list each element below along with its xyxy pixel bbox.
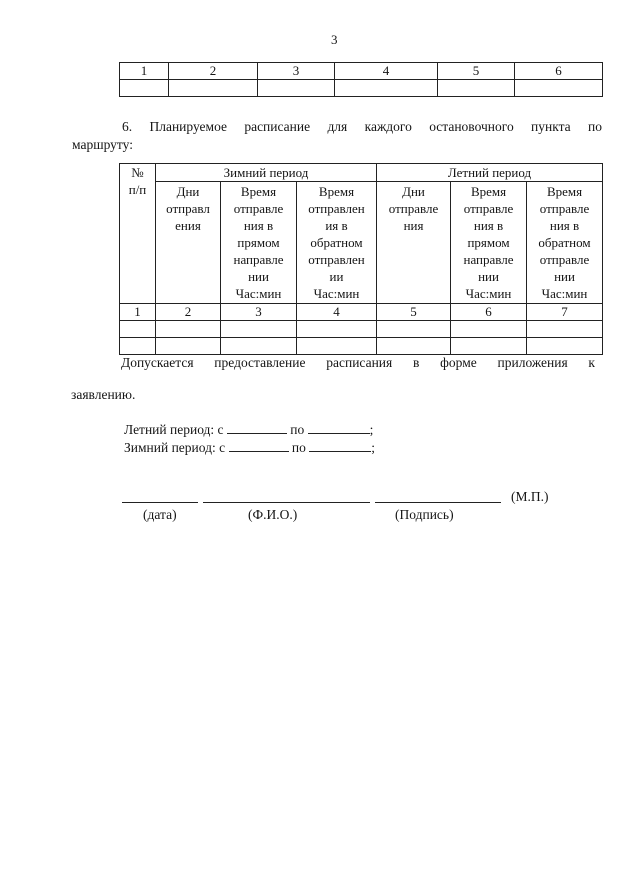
table-cell bbox=[221, 321, 297, 338]
column-number-cell: 6 bbox=[451, 304, 527, 321]
note-line2: заявлению. bbox=[71, 387, 136, 402]
summer-days-header bbox=[377, 182, 451, 304]
table-cell bbox=[221, 338, 297, 355]
top-table-header-cell: 5 bbox=[438, 63, 515, 80]
to-word: по bbox=[290, 422, 305, 437]
column-number-cell: 3 bbox=[221, 304, 297, 321]
winter-return-time-header bbox=[297, 182, 377, 304]
header-text-line: Час:мин bbox=[313, 286, 360, 301]
fio-signature-line bbox=[203, 502, 370, 503]
schedule-number-header bbox=[120, 164, 156, 304]
summer-period-header: Летний период bbox=[377, 164, 603, 182]
page-number: 3 bbox=[331, 32, 338, 47]
table-cell bbox=[156, 338, 221, 355]
table-cell bbox=[515, 80, 603, 97]
end-mark: ; bbox=[371, 440, 375, 455]
table-cell bbox=[451, 338, 527, 355]
table-cell bbox=[297, 321, 377, 338]
header-text-line: Время bbox=[240, 184, 277, 199]
column-number-cell: 2 bbox=[156, 304, 221, 321]
top-table-header-cell: 4 bbox=[335, 63, 438, 80]
summer-from-blank bbox=[227, 421, 287, 434]
header-text-line: отправлен bbox=[308, 201, 365, 216]
table-cell bbox=[377, 338, 451, 355]
schedule-empty-row bbox=[120, 338, 603, 355]
header-text-line: Время bbox=[318, 184, 355, 199]
summer-period-label: Летний период: с bbox=[124, 422, 224, 437]
header-text-line: направле bbox=[463, 252, 514, 267]
winter-forward-time-header bbox=[221, 182, 297, 304]
table-cell bbox=[120, 321, 156, 338]
table-cell bbox=[297, 338, 377, 355]
header-text-line: отправле bbox=[539, 252, 590, 267]
table-cell bbox=[451, 321, 527, 338]
table-cell bbox=[527, 321, 603, 338]
stamp-label: (М.П.) bbox=[511, 489, 549, 504]
header-text-line: ния в bbox=[473, 218, 504, 233]
header-text-line: нии bbox=[478, 269, 499, 284]
table-cell bbox=[438, 80, 515, 97]
header-text-line: отправле bbox=[463, 201, 514, 216]
top-table-header-row bbox=[120, 63, 603, 80]
column-number-cell: 5 bbox=[377, 304, 451, 321]
header-text-line: отправле bbox=[539, 201, 590, 216]
winter-period-line bbox=[124, 439, 375, 457]
header-text-line: ии bbox=[329, 269, 344, 284]
header-text-line: отправлен bbox=[308, 252, 365, 267]
table-cell bbox=[377, 321, 451, 338]
top-table-header-cell: 2 bbox=[169, 63, 258, 80]
top-table-header-cell: 6 bbox=[515, 63, 603, 80]
fio-label: (Ф.И.О.) bbox=[248, 507, 298, 522]
column-number-cell: 1 bbox=[120, 304, 156, 321]
summer-to-blank bbox=[308, 421, 370, 434]
table-cell bbox=[258, 80, 335, 97]
table-cell bbox=[169, 80, 258, 97]
date-label: (дата) bbox=[143, 507, 177, 522]
header-text-line: Час:мин bbox=[235, 286, 282, 301]
summer-period-line bbox=[124, 421, 373, 439]
winter-days-header bbox=[156, 182, 221, 304]
top-table-header-cell: 3 bbox=[258, 63, 335, 80]
header-text-line: Время bbox=[470, 184, 507, 199]
header-text-line: ния в bbox=[549, 218, 580, 233]
header-text-line: нии bbox=[248, 269, 269, 284]
section-title bbox=[72, 118, 602, 154]
schedule-note bbox=[71, 354, 595, 404]
table-cell bbox=[120, 338, 156, 355]
table-cell bbox=[120, 80, 169, 97]
header-text-line: Дни bbox=[402, 184, 425, 199]
header-text-line: отправле bbox=[388, 201, 439, 216]
header-text-line: ния bbox=[403, 218, 424, 233]
header-text-line: Час:мин bbox=[541, 286, 588, 301]
header-text-line: Дни bbox=[176, 184, 200, 199]
schedule-column-header-row bbox=[120, 182, 603, 304]
note-line1: Допускается предоставление расписания в форме приложения к bbox=[121, 355, 595, 370]
header-text-line: прямом bbox=[467, 235, 510, 250]
schedule-column-number-row bbox=[120, 304, 603, 321]
header-text-line: прямом bbox=[237, 235, 280, 250]
header-text-line: Час:мин bbox=[465, 286, 512, 301]
header-text-line: обратном bbox=[538, 235, 591, 250]
table-cell bbox=[156, 321, 221, 338]
summer-forward-time-header bbox=[451, 182, 527, 304]
number-abbrev: п/п bbox=[128, 182, 147, 197]
table-cell bbox=[335, 80, 438, 97]
top-table-empty-row bbox=[120, 80, 603, 97]
schedule-table bbox=[119, 163, 603, 355]
winter-to-blank bbox=[309, 439, 371, 452]
top-table bbox=[119, 62, 603, 97]
header-text-line: обратном bbox=[310, 235, 363, 250]
date-signature-line bbox=[122, 502, 198, 503]
header-text-line: ения bbox=[175, 218, 201, 233]
header-text-line: отправле bbox=[233, 201, 284, 216]
end-mark: ; bbox=[369, 422, 374, 437]
winter-period-label: Зимний период: с bbox=[124, 440, 226, 455]
schedule-empty-row bbox=[120, 321, 603, 338]
winter-from-blank bbox=[229, 439, 289, 452]
top-table-header-cell: 1 bbox=[120, 63, 169, 80]
header-text-line: нии bbox=[554, 269, 575, 284]
column-number-cell: 4 bbox=[297, 304, 377, 321]
section-title-line1: 6. Планируемое расписание для каждого остановочного пункта по bbox=[122, 119, 602, 134]
sign-label: (Подпись) bbox=[395, 507, 454, 522]
to-word: по bbox=[291, 440, 306, 455]
table-cell bbox=[527, 338, 603, 355]
header-text-line: направле bbox=[233, 252, 284, 267]
column-number-cell: 7 bbox=[527, 304, 603, 321]
section-title-line2: маршруту: bbox=[72, 137, 133, 152]
header-text-line: Время bbox=[546, 184, 583, 199]
summer-return-time-header bbox=[527, 182, 603, 304]
header-text-line: ния в bbox=[243, 218, 274, 233]
header-text-line: ия в bbox=[325, 218, 348, 233]
schedule-period-row bbox=[120, 164, 603, 182]
header-text-line: отправл bbox=[166, 201, 210, 216]
signature-line bbox=[375, 502, 501, 503]
winter-period-header: Зимний период bbox=[156, 164, 377, 182]
number-sign: № bbox=[131, 165, 144, 180]
